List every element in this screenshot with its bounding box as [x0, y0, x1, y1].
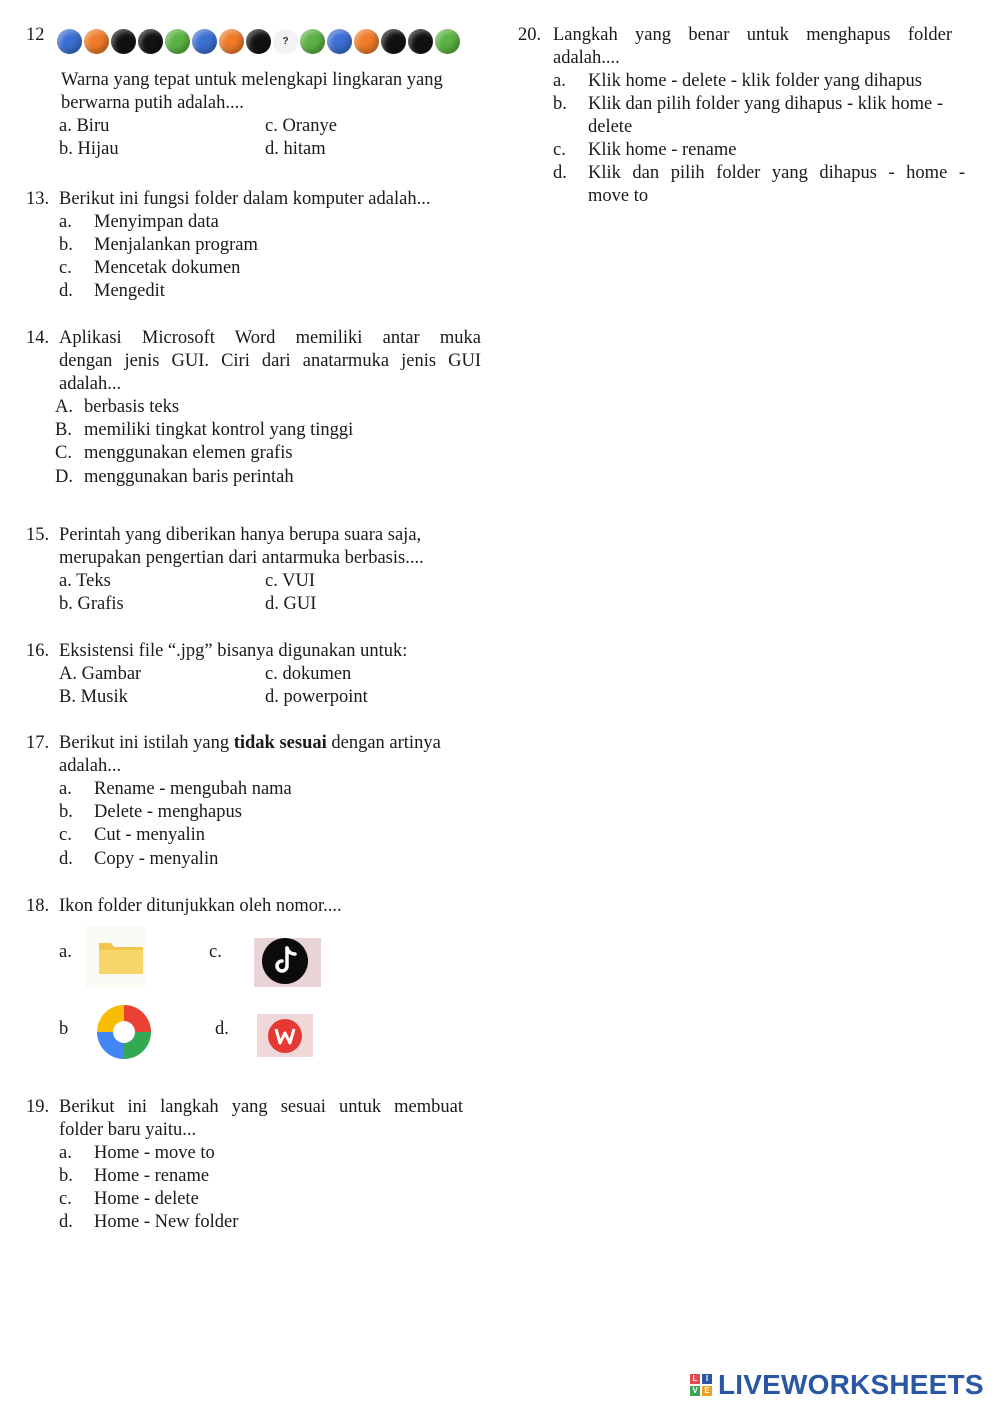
q18-text: Ikon folder ditunjukkan oleh nomor....: [59, 896, 342, 916]
q13-option-a-letter: a.: [59, 212, 72, 232]
logo-text: LIVEWORKSHEETS: [718, 1369, 984, 1400]
q20-option-d-letter: d.: [553, 163, 567, 183]
q16-number: 16.: [26, 641, 50, 661]
q17-option-d: Copy - menyalin: [94, 849, 219, 869]
q12-option-c: c. Oranye: [265, 116, 337, 136]
q17-option-c: Cut - menyalin: [94, 825, 205, 845]
q20-text-line1: Langkah yang benar untuk menghapus folder: [553, 25, 952, 45]
q14-option-c-letter: C.: [55, 443, 72, 463]
q18-option-b: b: [59, 1019, 69, 1039]
q14-option-d-letter: D.: [55, 467, 73, 487]
q17-text-pre: Berikut ini istilah yang: [59, 733, 234, 753]
q18-option-d: d.: [215, 1019, 229, 1039]
q20-option-d-line1: Klik dan pilih folder yang dihapus - home -: [588, 163, 965, 183]
q14-option-b-letter: B.: [55, 420, 72, 440]
q16-option-b: B. Musik: [59, 687, 128, 707]
q17-option-b-letter: b.: [59, 802, 73, 822]
q19-option-a: Home - move to: [94, 1143, 215, 1163]
colored-circle: [111, 29, 136, 54]
q17-option-d-letter: d.: [59, 849, 73, 869]
colored-circle: [435, 29, 460, 54]
logo-mark-letter: V: [690, 1386, 700, 1396]
q14-option-c: menggunakan elemen grafis: [84, 443, 293, 463]
q16-option-a: A. Gambar: [59, 664, 142, 684]
q12-option-d: d. hitam: [265, 139, 326, 159]
q19-text-line2: folder baru yaitu...: [59, 1120, 197, 1140]
q15-text-line1: Perintah yang diberikan hanya berupa suara saja,: [59, 525, 422, 545]
colored-circle: [246, 29, 271, 54]
q17-number: 17.: [26, 733, 50, 753]
q19-option-a-letter: a.: [59, 1143, 72, 1163]
logo-mark-letter: L: [690, 1374, 700, 1384]
q13-text: Berikut ini fungsi folder dalam komputer adalah...: [59, 189, 431, 209]
q12-text-line1: Warna yang tepat untuk melengkapi lingkaran yang: [61, 70, 443, 90]
colored-circle: [327, 29, 352, 54]
q14-option-a-letter: A.: [55, 397, 73, 417]
q17-text-line1: [59, 732, 441, 755]
q16-option-d: d. powerpoint: [265, 687, 368, 707]
q20-option-a-letter: a.: [553, 71, 566, 91]
logo-mark-icon: [690, 1374, 712, 1396]
colored-circle: [300, 29, 325, 54]
q19-text-line1: Berikut ini langkah yang sesuai untuk membuat: [59, 1097, 463, 1117]
q13-option-c: Mencetak dokumen: [94, 258, 241, 278]
q16-text: Eksistensi file “.jpg” bisanya digunakan untuk:: [59, 641, 408, 661]
colored-circle: [192, 29, 217, 54]
q13-option-c-letter: c.: [59, 258, 72, 278]
colored-circle: [165, 29, 190, 54]
q20-option-b-line1: Klik dan pilih folder yang dihapus - klik home -: [588, 94, 944, 114]
q14-text-line3: adalah...: [59, 374, 122, 394]
q12-circle-sequence: [57, 28, 460, 54]
tiktok-icon: [254, 938, 321, 987]
q14-text-line1: Aplikasi Microsoft Word memiliki antar muka: [59, 328, 481, 348]
q12-text-line2: berwarna putih adalah....: [61, 93, 244, 113]
q13-option-d-letter: d.: [59, 281, 73, 301]
colored-circle: [381, 29, 406, 54]
q20-option-a: Klik home - delete - klik folder yang dihapus: [588, 71, 922, 91]
q13-option-a: Menyimpan data: [94, 212, 219, 232]
logo-mark-letter: I: [702, 1374, 712, 1384]
q19-option-d-letter: d.: [59, 1212, 73, 1232]
q15-option-a: a. Teks: [59, 571, 111, 591]
q12-option-a: a. Biru: [59, 116, 110, 136]
q20-option-b-letter: b.: [553, 94, 567, 114]
q15-option-b: b. Grafis: [59, 594, 124, 614]
q19-option-b: Home - rename: [94, 1166, 210, 1186]
colored-circle: [138, 29, 163, 54]
q19-option-c-letter: c.: [59, 1189, 72, 1209]
q12-option-b: b. Hijau: [59, 139, 119, 159]
q18-option-c: c.: [209, 942, 222, 962]
q13-option-d: Mengedit: [94, 281, 165, 301]
q14-number: 14.: [26, 328, 50, 348]
q15-number: 15.: [26, 525, 50, 545]
q19-option-d: Home - New folder: [94, 1212, 239, 1232]
liveworksheets-logo[interactable]: [690, 1369, 984, 1400]
q18-option-a: a.: [59, 942, 72, 962]
q14-option-a: berbasis teks: [84, 397, 180, 417]
q16-option-c: c. dokumen: [265, 664, 352, 684]
q20-option-c: Klik home - rename: [588, 140, 737, 160]
colored-circle: [57, 29, 82, 54]
q14-option-b: memiliki tingkat kontrol yang tinggi: [84, 420, 354, 440]
q17-text-bold: tidak sesuai: [233, 733, 327, 753]
q20-option-c-letter: c.: [553, 140, 566, 160]
browser-icon: [95, 1003, 153, 1061]
q17-option-b: Delete - menghapus: [94, 802, 242, 822]
q17-option-c-letter: c.: [59, 825, 72, 845]
q14-option-d: menggunakan baris perintah: [84, 467, 294, 487]
q19-number: 19.: [26, 1097, 50, 1117]
q20-text-line2: adalah....: [553, 48, 620, 68]
q19-option-b-letter: b.: [59, 1166, 73, 1186]
q13-option-b: Menjalankan program: [94, 235, 258, 255]
q17-text-post: dengan artinya: [326, 733, 441, 753]
q17-text-line2: adalah...: [59, 756, 122, 776]
folder-icon: [85, 926, 145, 988]
q20-option-b-line2: delete: [588, 117, 633, 137]
missing-circle: ?: [273, 29, 298, 54]
logo-mark-letter: E: [702, 1386, 712, 1396]
q17-option-a-letter: a.: [59, 779, 72, 799]
q19-option-c: Home - delete: [94, 1189, 199, 1209]
colored-circle: [354, 29, 379, 54]
q13-number: 13.: [26, 189, 50, 209]
wps-office-icon: [257, 1014, 313, 1057]
q18-number: 18.: [26, 896, 50, 916]
q15-option-c: c. VUI: [265, 571, 316, 591]
q14-text-line2: dengan jenis GUI. Ciri dari anatarmuka jenis GUI: [59, 351, 481, 371]
q20-option-d-line2: move to: [588, 186, 649, 206]
q13-option-b-letter: b.: [59, 235, 73, 255]
colored-circle: [219, 29, 244, 54]
colored-circle: [84, 29, 109, 54]
q15-text-line2: merupakan pengertian dari antarmuka berbasis....: [59, 548, 424, 568]
q12-number: 12: [26, 25, 45, 45]
colored-circle: [408, 29, 433, 54]
q17-option-a: Rename - mengubah nama: [94, 779, 292, 799]
q15-option-d: d. GUI: [265, 594, 317, 614]
q20-number: 20.: [518, 25, 542, 45]
